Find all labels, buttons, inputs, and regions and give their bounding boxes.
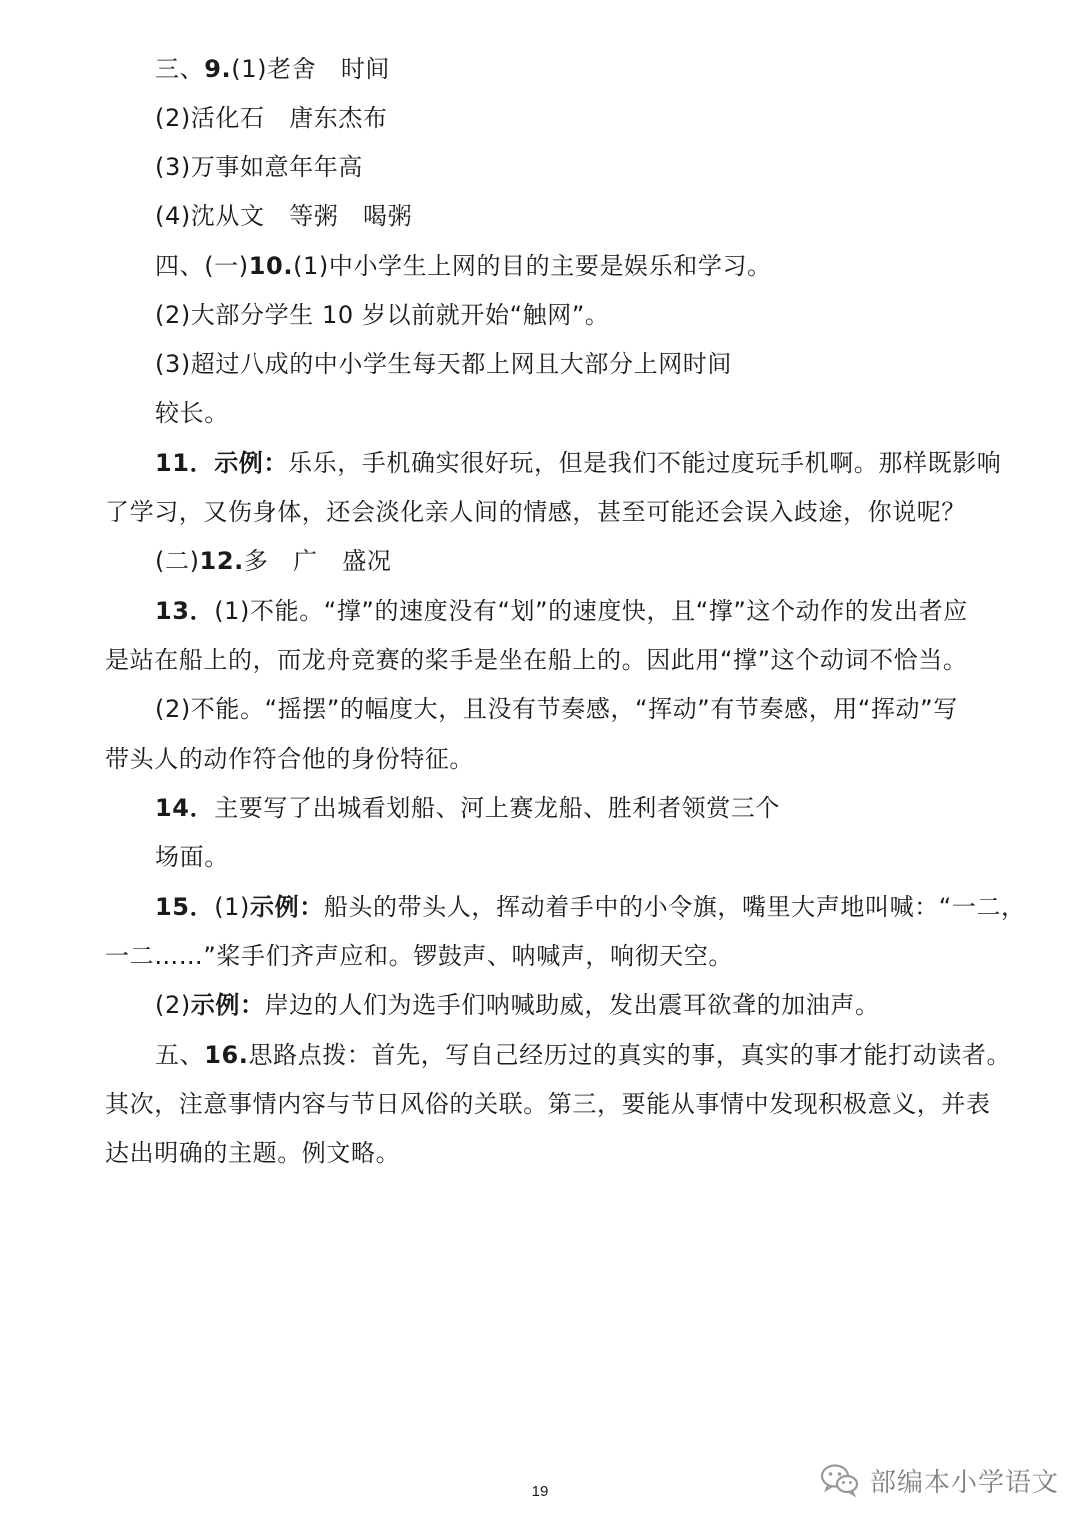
answer-line-q13-1 <box>155 596 968 626</box>
text-segment: 思路点拨：首先，写自己经历过的真实的事，真实的事才能打动读者。 <box>248 1041 1012 1069</box>
answer-line-q9-3 <box>155 152 363 182</box>
text-segment: 是站在船上的，而龙舟竞赛的桨手是坐在船上的。因此用“撑”这个动词不恰当。 <box>105 646 968 674</box>
text-segment: (2) <box>155 991 191 1019</box>
bold-text-segment: 示例： <box>250 893 324 921</box>
text-segment: (2)活化石 唐东杰布 <box>155 104 388 132</box>
wechat-icon <box>820 1463 860 1497</box>
bold-text-segment: 示例： <box>190 991 265 1019</box>
text-segment: 了学习，又伤身体，还会淡化亲人间的情感，甚至可能还会误入歧途，你说呢？ <box>105 498 966 526</box>
answer-line-q15-1-cont <box>105 941 733 971</box>
text-segment: (2)不能。“摇摆”的幅度大，且没有节奏感，“挥动”有节奏感，用“挥动”写 <box>155 695 958 723</box>
answer-line-q13-2-cont <box>105 744 474 774</box>
answer-line-q16-cont2 <box>105 1138 400 1168</box>
answer-line-q9-4 <box>155 201 412 231</box>
bold-text-segment: 13． <box>155 597 215 625</box>
answer-line-q11-cont <box>105 497 966 527</box>
answer-line-q14 <box>155 793 780 823</box>
answer-line-section3-q9 <box>155 54 390 84</box>
text-segment: 较长。 <box>155 399 229 427</box>
answer-line-q11 <box>155 448 1001 478</box>
text-segment: 其次，注意事情内容与节日风俗的关联。第三，要能从事情中发现积极意义，并表 <box>105 1090 991 1118</box>
bold-text-segment: 15． <box>155 893 215 921</box>
answer-line-q14-cont <box>155 842 229 872</box>
watermark-text: 部编本小学语文 <box>870 1467 1060 1498</box>
bold-text-segment: 14． <box>155 794 215 822</box>
bold-text-segment: 16. <box>204 1041 249 1069</box>
text-segment: (1)不能。“撑”的速度没有“划”的速度快，且“撑”这个动作的发出者应 <box>214 597 968 625</box>
answer-line-q15-2 <box>155 990 880 1020</box>
text-segment: 船头的带头人，挥动着手中的小令旗，嘴里大声地叫喊：“一二， <box>323 893 1026 921</box>
answer-line-q10-2 <box>155 300 609 330</box>
text-segment: 多 广 盛况 <box>243 547 392 575</box>
text-segment: (2)大部分学生 10 岁以前就开始“触网”。 <box>155 301 610 329</box>
text-segment: (1) <box>214 893 250 921</box>
text-segment: 三、 <box>155 55 205 83</box>
text-segment: 岸边的人们为选手们呐喊助威，发出震耳欲聋的加油声。 <box>264 991 880 1019</box>
bold-text-segment: 12. <box>199 547 244 575</box>
answer-line-q10-3 <box>155 349 732 379</box>
text-segment: 五、 <box>155 1041 205 1069</box>
text-segment: 一二……”桨手们齐声应和。锣鼓声、呐喊声，响彻天空。 <box>105 942 734 970</box>
text-segment: (二) <box>155 547 200 575</box>
text-segment: (3)万事如意年年高 <box>155 153 363 181</box>
answer-line-q12 <box>155 546 391 576</box>
text-segment: 达出明确的主题。例文略。 <box>105 1139 401 1167</box>
answer-line-section4-q10 <box>155 251 772 281</box>
text-segment: 乐乐，手机确实很好玩，但是我们不能过度玩手机啊。那样既影响 <box>288 449 1002 477</box>
text-segment: 带头人的动作符合他的身份特征。 <box>105 745 474 773</box>
answer-line-q9-2 <box>155 103 388 133</box>
text-segment: 四、(一) <box>155 252 249 280</box>
answer-line-q13-1-cont <box>105 645 967 675</box>
text-segment: (1)老舍 时间 <box>231 55 391 83</box>
page-number: 19 <box>531 1483 549 1500</box>
text-segment: (4)沈从文 等粥 喝粥 <box>155 202 413 230</box>
text-segment: 场面。 <box>155 843 229 871</box>
text-segment: (1)中小学生上网的目的主要是娱乐和学习。 <box>293 252 772 280</box>
answer-line-q16-cont1 <box>105 1089 991 1119</box>
text-segment: 主要写了出城看划船、河上赛龙船、胜利者领赏三个 <box>214 794 781 822</box>
answer-line-q15-1 <box>155 892 1026 922</box>
bold-text-segment: 11．示例： <box>155 449 288 477</box>
answer-line-q10-3-cont <box>155 398 229 428</box>
answer-line-q13-2 <box>155 694 958 724</box>
bold-text-segment: 10. <box>248 252 294 280</box>
text-segment: (3)超过八成的中小学生每天都上网且大部分上网时间 <box>155 350 732 378</box>
bold-text-segment: 9. <box>204 55 232 83</box>
watermark <box>820 1458 1059 1502</box>
answer-line-section5-q16 <box>155 1040 1011 1070</box>
